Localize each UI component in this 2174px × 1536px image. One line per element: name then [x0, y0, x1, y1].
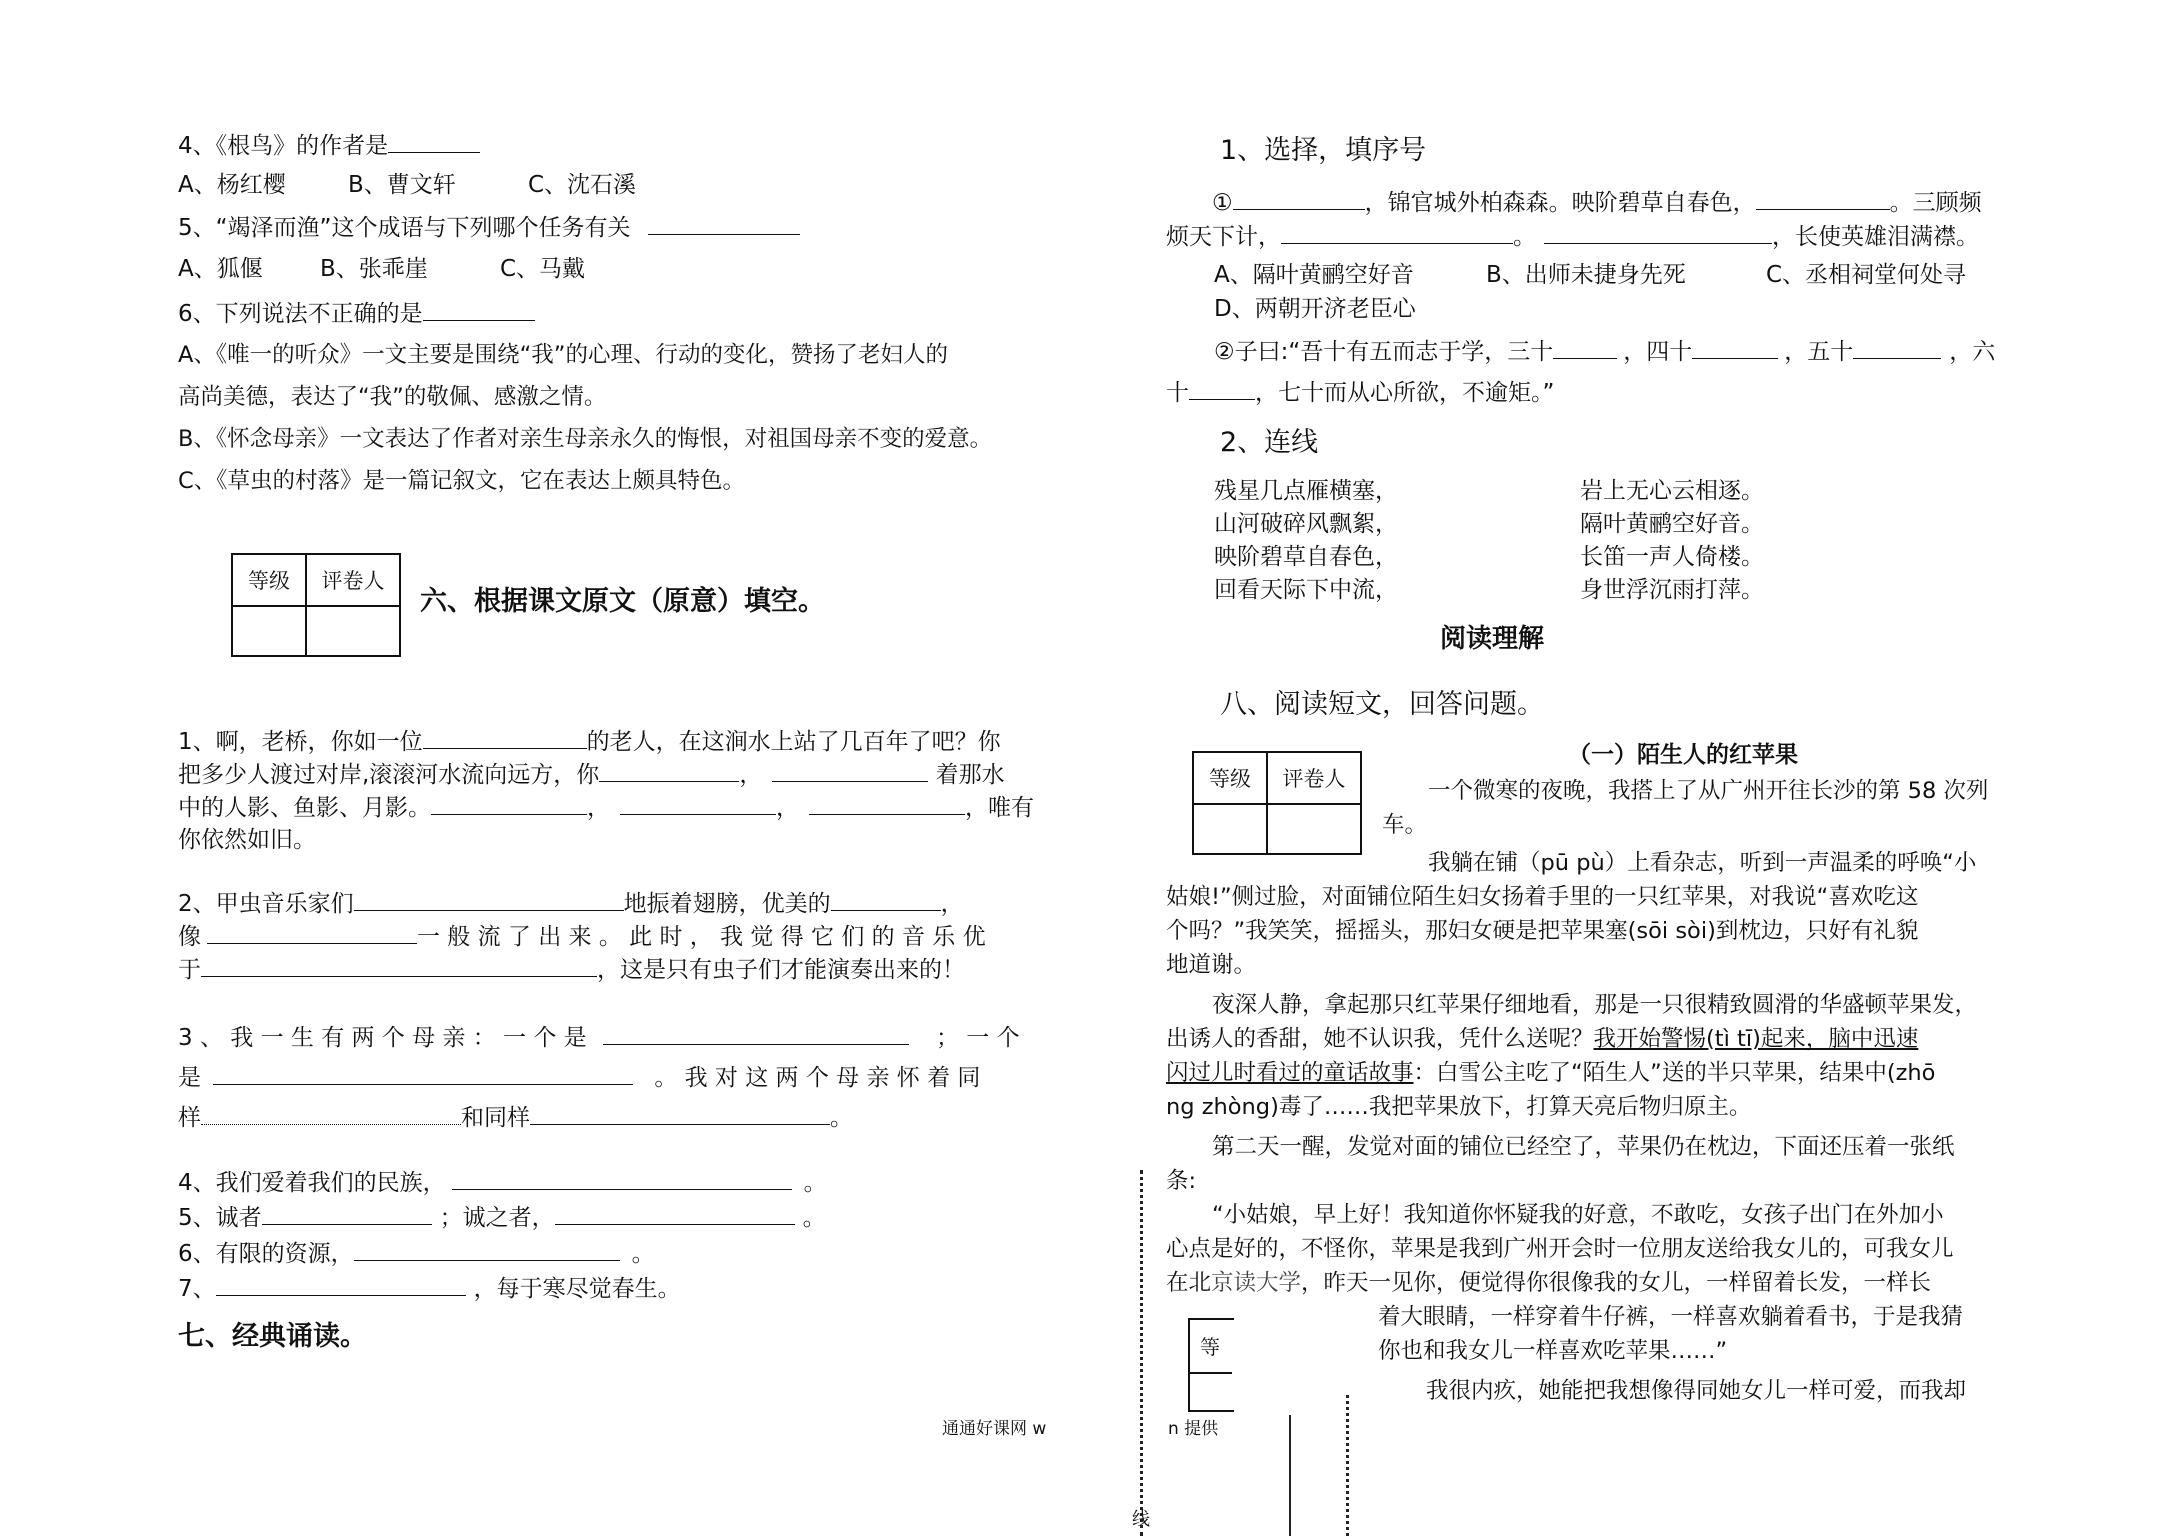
story-p2-line-1: 我躺在铺（pū pù）上看杂志，听到一声温柔的呼唤“小 [1428, 850, 1977, 876]
question-6-option-a-cont: 高尚美德，表达了“我”的敬佩、感激之情。 [178, 384, 607, 410]
text: 。 [803, 1170, 827, 1196]
text: 。 [802, 1205, 826, 1231]
text: 一 般 流 了 出 来 。 此 时 ， 我 觉 得 它 们 的 音 乐 优 [417, 924, 986, 950]
question-4-option-b: B、曹文轩 [348, 172, 456, 198]
story-p3-line-2 [1166, 1024, 1918, 1054]
answer-blank[interactable] [620, 792, 776, 815]
fill-1-line-1 [178, 726, 1001, 757]
choice-line-2 [1166, 221, 1979, 252]
text: 。三顾频 [1889, 190, 1982, 216]
text: 是 [178, 1065, 201, 1091]
grade-box [1192, 751, 1362, 855]
question-5-option-c: C、马戴 [500, 256, 586, 282]
answer-blank[interactable] [1553, 336, 1617, 359]
section-2-title: 2、连线 [1220, 427, 1319, 458]
text: 于 [178, 957, 201, 983]
text: 。 我 对 这 两 个 母 亲 怀 着 同 [654, 1065, 981, 1091]
answer-blank[interactable] [201, 1102, 461, 1125]
answer-blank[interactable] [354, 1238, 620, 1261]
answer-blank[interactable] [431, 792, 587, 815]
story-p4-line-1: 第二天一醒，发觉对面的铺位已经空了，苹果仍在枕边，下面还压着一张纸 [1212, 1134, 1955, 1160]
match-left-4[interactable]: 回看天际下中流， [1214, 577, 1398, 603]
grade-grader-label: 评卷人 [1267, 752, 1361, 804]
story-p2-line-2: 姑娘!”侧过脸，对面铺位陌生妇女扬着手里的一只红苹果，对我说“喜欢吃这 [1166, 884, 1919, 910]
answer-blank[interactable] [216, 1273, 466, 1296]
answer-blank[interactable] [772, 759, 928, 782]
story-p3-line-1: 夜深人静，拿起那只红苹果仔细地看，那是一只很精致圆滑的华盛顿苹果发， [1212, 992, 1978, 1018]
story-p3-line-4: ng zhòng)毒了……我把苹果放下，打算天亮后物归原主。 [1166, 1094, 1752, 1120]
text: 把多少人渡过对岸,滚滚河水流向远方，你 [178, 762, 600, 788]
answer-blank[interactable] [207, 921, 417, 944]
section-8-title: 八、阅读短文，回答问题。 [1220, 689, 1544, 720]
answer-blank[interactable] [388, 130, 480, 153]
reading-title: 阅读理解 [1440, 624, 1545, 654]
text: 样 [178, 1105, 201, 1131]
story-p5-line-1: “小姑娘，早上好！我知道你怀疑我的好意，不敢吃，女孩子出门在外加小 [1212, 1202, 1944, 1228]
question-4-text: 4、《根鸟》的作者是 [178, 133, 389, 159]
grade-grader-label: 评卷人 [306, 554, 400, 606]
text: ， [940, 891, 964, 917]
grade-level-label: 等级 [1193, 752, 1267, 804]
text: 十 [1166, 380, 1189, 406]
story-p6-line-1: 我很内疚，她能把我想像得同她女儿一样可爱，而我却 [1426, 1378, 1967, 1404]
fill-5 [178, 1202, 826, 1233]
fill-1-line-2 [178, 759, 1005, 790]
answer-blank[interactable] [831, 888, 941, 911]
text: ，唯有 [965, 795, 1034, 821]
grade-level-cell[interactable] [232, 606, 306, 656]
section-1-title: 1、选择，填序号 [1220, 135, 1427, 166]
text: 2、甲虫音乐家们 [178, 891, 354, 917]
answer-blank[interactable] [648, 212, 800, 235]
text: 的老人，在这涧水上站了几百年了吧？你 [586, 729, 1001, 755]
grade-level-cell[interactable] [1193, 804, 1267, 854]
fill-3-line-3 [178, 1102, 853, 1133]
answer-blank[interactable] [1281, 221, 1513, 244]
text: ，七十而从心所欲，不逾矩。” [1255, 380, 1555, 406]
text: ； 一 个 [936, 1025, 1020, 1051]
text: 出诱人的香甜，她不认识我，凭什么送呢？ [1166, 1026, 1594, 1052]
fill-2-line-1 [178, 888, 964, 919]
text: ，长使英雄泪满襟。 [1772, 224, 1979, 250]
text: 中的人影、鱼影、月影。 [178, 795, 431, 821]
answer-blank[interactable] [354, 888, 624, 911]
fill-1-line-4: 你依然如旧。 [178, 827, 316, 853]
match-right-1[interactable]: 岩上无心云相逐。 [1580, 478, 1764, 504]
text: 7、 [178, 1276, 216, 1302]
text: ，每于寒尽觉春生。 [473, 1276, 681, 1302]
choice-option-b: B、出师未捷身先死 [1486, 262, 1686, 288]
answer-blank[interactable] [1544, 221, 1772, 244]
text: 。 [1513, 224, 1536, 250]
text: ，昨天一见你，便觉得你很像我的女儿，一样留着长发，一样长 [1301, 1270, 1932, 1296]
question-6-option-c: C、《草虫的村落》是一篇记叙文，它在表达上颇具特色。 [178, 468, 745, 494]
choice-option-c: C、丞相祠堂何处寻 [1766, 262, 1967, 288]
fill-7 [178, 1273, 681, 1304]
text: ，这是只有虫子们才能演奏出来的！ [597, 957, 965, 983]
story-p1-line-2: 车。 [1382, 812, 1428, 838]
grade-box [231, 553, 401, 657]
answer-blank[interactable] [809, 792, 965, 815]
answer-blank[interactable] [599, 759, 739, 782]
text: ，六 [1949, 339, 1996, 365]
answer-blank[interactable] [1756, 187, 1890, 210]
story-title: （一）陌生人的红苹果 [1568, 742, 1798, 768]
confucius-line-2 [1166, 377, 1554, 408]
answer-blank[interactable] [201, 954, 597, 977]
answer-blank[interactable] [423, 726, 587, 749]
answer-blank[interactable] [452, 1167, 792, 1190]
grade-grader-cell[interactable] [1267, 804, 1361, 854]
fill-1-line-3 [178, 792, 1034, 823]
text: ， [739, 762, 763, 788]
match-left-1[interactable]: 残星几点雁横塞， [1214, 478, 1398, 504]
question-5-option-b: B、张乖崖 [320, 256, 428, 282]
confucius-line-1 [1214, 336, 1995, 367]
grade-level-label: 等级 [232, 554, 306, 606]
question-6 [178, 298, 535, 329]
text: 4、我们爱着我们的民族， [178, 1170, 446, 1196]
fold-fragment: 线 [1132, 1509, 1150, 1530]
text: 地振着翅膀，优美的 [623, 891, 831, 917]
story-p4-line-2: 条: [1166, 1168, 1197, 1194]
question-6-option-a: A、《唯一的听众》一文主要是围绕“我”的心理、行动的变化，赞扬了老妇人的 [178, 342, 948, 368]
text: ， [776, 795, 799, 821]
answer-blank[interactable] [555, 1202, 795, 1225]
underlined-text: 闪过儿时看过的童话故事 [1166, 1060, 1414, 1086]
fill-4 [178, 1167, 827, 1198]
fill-2-line-3 [178, 954, 965, 985]
text: 。 [830, 1105, 853, 1131]
section-7-title: 七、经典诵读。 [178, 1321, 367, 1352]
question-5-text: 5、“竭泽而渔”这个成语与下列哪个任务有关 [178, 215, 631, 241]
fill-6 [178, 1238, 655, 1269]
fragment-grade-divider [1188, 1372, 1232, 1374]
text: 像 [178, 924, 201, 950]
answer-blank[interactable] [603, 1022, 909, 1045]
section-6-title: 六、根据课文原文（原意）填空。 [420, 586, 825, 617]
question-4-option-c: C、沈石溪 [528, 172, 637, 198]
match-right-4[interactable]: 身世浮沉雨打萍。 [1580, 577, 1764, 603]
question-5 [178, 212, 800, 243]
question-4 [178, 130, 480, 161]
text: ，五十 [1784, 339, 1854, 365]
story-p5-line-3 [1166, 1268, 1931, 1298]
footer-text: 通通好课网 w [942, 1419, 1047, 1439]
question-4-option-a: A、杨红樱 [178, 172, 286, 198]
match-left-2[interactable]: 山河破碎风飘絮， [1214, 511, 1398, 537]
text: ；诚之者， [439, 1205, 555, 1231]
text: 1、啊，老桥，你如一位 [178, 729, 423, 755]
answer-blank[interactable] [213, 1062, 633, 1085]
answer-blank[interactable] [1692, 336, 1778, 359]
answer-blank[interactable] [1233, 187, 1365, 210]
text: 和同样 [461, 1105, 530, 1131]
story-p2-line-3: 个吗？”我笑笑，摇摇头，那妇女硬是把苹果塞(sōi sòi)到枕边，只好有礼貌 [1166, 918, 1919, 944]
match-right-2[interactable]: 隔叶黄鹂空好音。 [1580, 511, 1764, 537]
story-p1-line-1: 一个微寒的夜晚，我搭上了从广州开往长沙的第 58 次列 [1428, 778, 1989, 804]
answer-blank[interactable] [262, 1202, 432, 1225]
text: ②子曰:“吾十有五而志于学，三十 [1214, 339, 1554, 365]
underlined-text: 我开始警惕(tì tī)起来，脑中迅速 [1593, 1026, 1919, 1052]
text: ，四十 [1623, 339, 1693, 365]
fold-line-right [1346, 1395, 1349, 1536]
choice-option-d: D、两朝开济老臣心 [1214, 296, 1416, 322]
text: 。 [631, 1241, 655, 1267]
choice-option-a: A、隔叶黄鹂空好音 [1214, 262, 1414, 288]
answer-blank[interactable] [1189, 377, 1255, 400]
answer-blank[interactable] [423, 298, 535, 321]
text: ① [1212, 190, 1233, 216]
fragment-footer: n 提供 [1168, 1419, 1219, 1439]
text: 3 、 我 一 生 有 两 个 母 亲 ： 一 个 是 [178, 1025, 587, 1051]
text: ：白雪公主吃了“陌生人”送的半只苹果，结果中(zhō [1413, 1060, 1936, 1086]
text: 京读大学 [1211, 1270, 1302, 1296]
fill-3-line-1 [178, 1022, 1020, 1053]
story-p5-line-4: 着大眼睛，一样穿着牛仔裤，一样喜欢躺着看书，于是我猜 [1378, 1304, 1964, 1330]
text: 烦天下计， [1166, 224, 1281, 250]
question-6-option-b: B、《怀念母亲》一文表达了作者对亲生母亲永久的悔恨，对祖国母亲不变的爱意。 [178, 426, 993, 452]
answer-blank[interactable] [530, 1102, 830, 1125]
text: ，锦官城外柏森森。映阶碧草自春色， [1364, 190, 1756, 216]
story-p5-line-5: 你也和我女儿一样喜欢吃苹果……” [1378, 1338, 1728, 1364]
text: 着那水 [935, 762, 1005, 788]
answer-blank[interactable] [1853, 336, 1941, 359]
choice-line-1 [1212, 187, 1982, 218]
text: ， [587, 795, 610, 821]
grade-grader-cell[interactable] [306, 606, 400, 656]
text: 5、诚者 [178, 1205, 262, 1231]
text: 6、有限的资源， [178, 1241, 354, 1267]
fragment-grade-box [1188, 1318, 1234, 1412]
question-6-text: 6、下列说法不正确的是 [178, 301, 423, 327]
story-p5-line-2: 心点是好的，不怪你，苹果是我到广州开会时一位朋友送给我女儿的，可我女儿 [1166, 1236, 1954, 1262]
match-right-3[interactable]: 长笛一声人倚楼。 [1580, 544, 1764, 570]
match-left-3[interactable]: 映阶碧草自春色， [1214, 544, 1398, 570]
fold-line-left [1140, 1170, 1143, 1536]
fill-2-line-2 [178, 921, 986, 952]
story-p2-line-4: 地道谢。 [1166, 952, 1257, 978]
text: 在北 [1166, 1270, 1212, 1296]
fragment-grade-label: 等 [1200, 1335, 1220, 1359]
story-p3-line-3 [1166, 1058, 1935, 1088]
binding-line [1289, 1415, 1291, 1536]
fill-3-line-2 [178, 1062, 980, 1093]
question-5-option-a: A、狐偃 [178, 256, 263, 282]
